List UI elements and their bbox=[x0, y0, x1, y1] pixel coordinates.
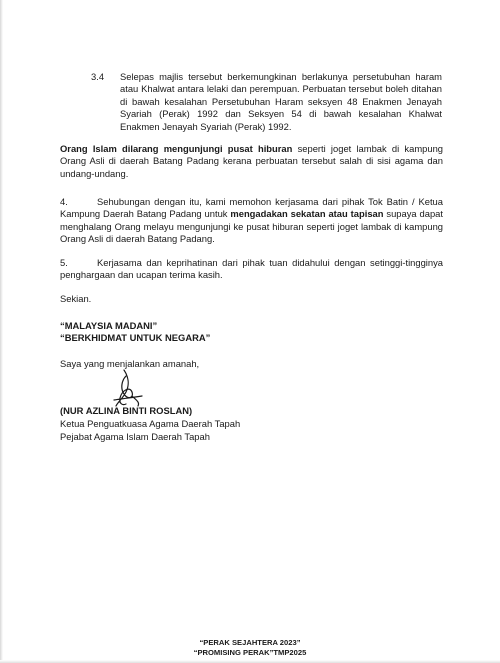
prohibition-rest: seperti joget lambak di kampung Orang Asli di daerah Batang Padang kerana perbuatan tersebut salah di sisi agama dan undang-undang. bbox=[60, 143, 443, 179]
signatory-title: Ketua Penguatkuasa Agama Daerah Tapah bbox=[60, 418, 241, 429]
prohibition-paragraph bbox=[60, 143, 443, 180]
clause-4-bold: mengadakan sekatan atau tapisan bbox=[230, 208, 384, 220]
amanah-text: Saya yang menjalankan amanah, bbox=[60, 358, 200, 369]
slogan-berkhidmat: “BERKHIDMAT UNTUK NEGARA” bbox=[60, 332, 211, 343]
clause-3-4-text: Selepas majlis tersebut berkemungkinan berlakunya persetubuhan haram atau Khalwat antara lelaki dan perempuan. Perbuatan tersebut boleh ditahan di bawah kesalahan Persetubuhan Haram seksyen 48 Enakmen Jenayah Syariah (Perak) 1992 dan Seksyen 54 di bawah kesalahan Khalwat Enakmen Jenayah Syariah (Perak) 1992. bbox=[120, 71, 442, 132]
slogan-malaysia-madani: “MALAYSIA MADANI” bbox=[60, 320, 158, 331]
clause-5-number: 5. bbox=[60, 257, 68, 268]
clause-4-paragraph bbox=[60, 196, 443, 246]
clause-4-number: 4. bbox=[60, 196, 68, 207]
signatory-name: (NUR AZLINA BINTI ROSLAN) bbox=[60, 405, 193, 416]
clause-3-4-number: 3.4 bbox=[91, 71, 105, 82]
footer-slogan-1: “PERAK SEJAHTERA 2023” bbox=[199, 638, 301, 647]
prohibition-bold: Orang Islam dilarang mengunjungi pusat hiburan bbox=[60, 143, 293, 154]
clause-4-part2: supaya dapat menghalang Orang melayu mengunjungi ke pusat hiburan seperti joget lambak di kampung Orang Asli di daerah Batang Padang. bbox=[60, 208, 443, 245]
sekian-text: Sekian. bbox=[60, 293, 92, 304]
signatory-office: Pejabat Agama Islam Daerah Tapah bbox=[60, 431, 210, 442]
clause-5-paragraph: Kerjasama dan keprihatinan dari pihak tuan didahului dengan setinggi-tingginya penghargaan dan ucapan terima kasih. bbox=[60, 257, 443, 281]
scan-edge-left bbox=[0, 0, 3, 663]
footer-slogan-2: “PROMISING PERAK”TMP2025 bbox=[193, 648, 307, 657]
clause-4-part1: Sehubungan dengan itu, kami memohon kerjasama dari pihak Tok Batin / Ketua Kampung Daerah Batang Padang untuk bbox=[60, 196, 443, 220]
